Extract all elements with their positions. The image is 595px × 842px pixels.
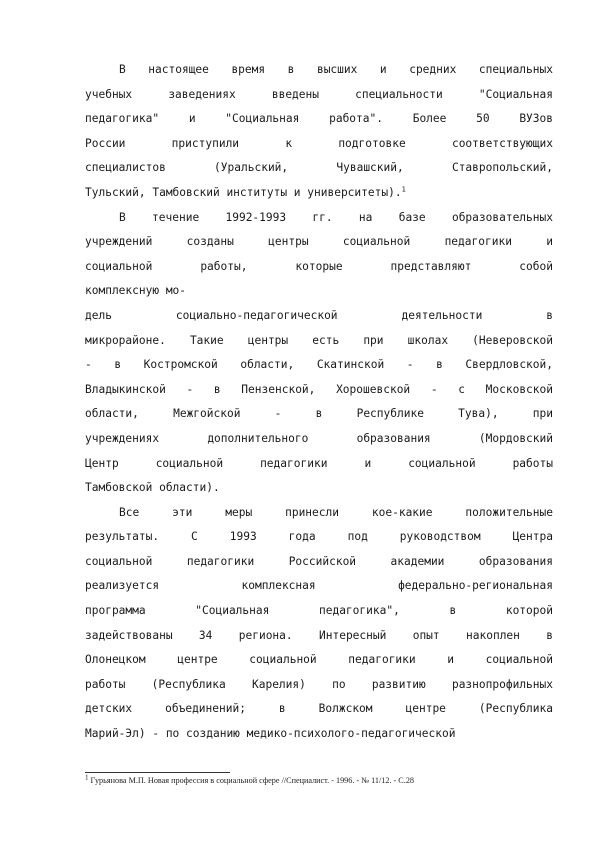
text-line: специалистов (Уральский, Чувашский, Ставропольский, [85,161,553,175]
footnote-text: Гурьянова М.П. Новая профессия в социальной сфере //Специалист. - 1996. - № 11/12. - С.28 [90,776,415,785]
text-line: программа "Социальная педагогика", в которой [85,604,553,618]
footnote-reference: 1 [401,185,406,194]
text-line: Все эти меры принесли кое-какие положительные [119,505,553,519]
footnote-divider [85,772,230,773]
text-line: учреждений созданы центры социальной педагогики и [85,235,553,249]
text-line: задействованы 34 региона. Интересный опыт накоплен в [85,628,553,642]
footnote [85,773,555,785]
text-line: В течение 1992-1993 гг. на базе образовательных [119,210,553,224]
text-line: микрорайоне. Такие центры есть при школах (Неверовской [85,333,553,347]
text-line: педагогика" и "Социальная работа". Более 50 ВУЗов [85,112,553,126]
text-line: детских объединений; в Волжском центре (Республика [85,702,553,716]
text-line: Владыкинской - в Пензенской, Хорошевской - с Московской [85,382,553,396]
text-line: Олонецком центре социальной педагогики и социальной [85,653,553,667]
paragraph [85,501,553,747]
paragraph [85,206,553,501]
text-line: социальной работы, которые представляют собой [85,259,553,273]
text-line: работы (Республика Карелия) по развитию разнопрофильных [85,677,553,691]
text-line: учреждениях дополнительного образования (Мордовский [85,431,553,445]
text-line: результаты. С 1993 года под руководством Центра [85,530,553,544]
body-text [85,58,553,747]
text-line: области, Межгойской - в Республике Тува), при [85,407,553,421]
text-line: социальной педагогики Российской академии образования [85,554,553,568]
paragraph [85,58,553,206]
text-line: реализуется комплексная федерально-региональная [85,579,553,593]
text-line: Тульский, Тамбовский институты и университеты).$^1$ [85,185,406,199]
text-line: учебных заведениях введены специальности "Социальная [85,87,553,101]
text-line: комплексную мо- [85,284,187,298]
text-line: - в Костромской области, Скатинской - в Свердловской, [85,358,553,372]
text-line: Марий-Эл) - по созданию медико-психолого-педагогической [85,727,456,741]
text-line: Тамбовской области). [85,481,220,495]
text-line: России приступили к подготовке соответствующих [85,136,553,150]
text-line: В настоящее время в высших и средних специальных [119,63,553,76]
text-line: Центр социальной педагогики и социальной работы [85,456,553,470]
text-line: дель социально-педагогической деятельности в [85,308,553,322]
footnote-number: 1 [85,773,89,782]
